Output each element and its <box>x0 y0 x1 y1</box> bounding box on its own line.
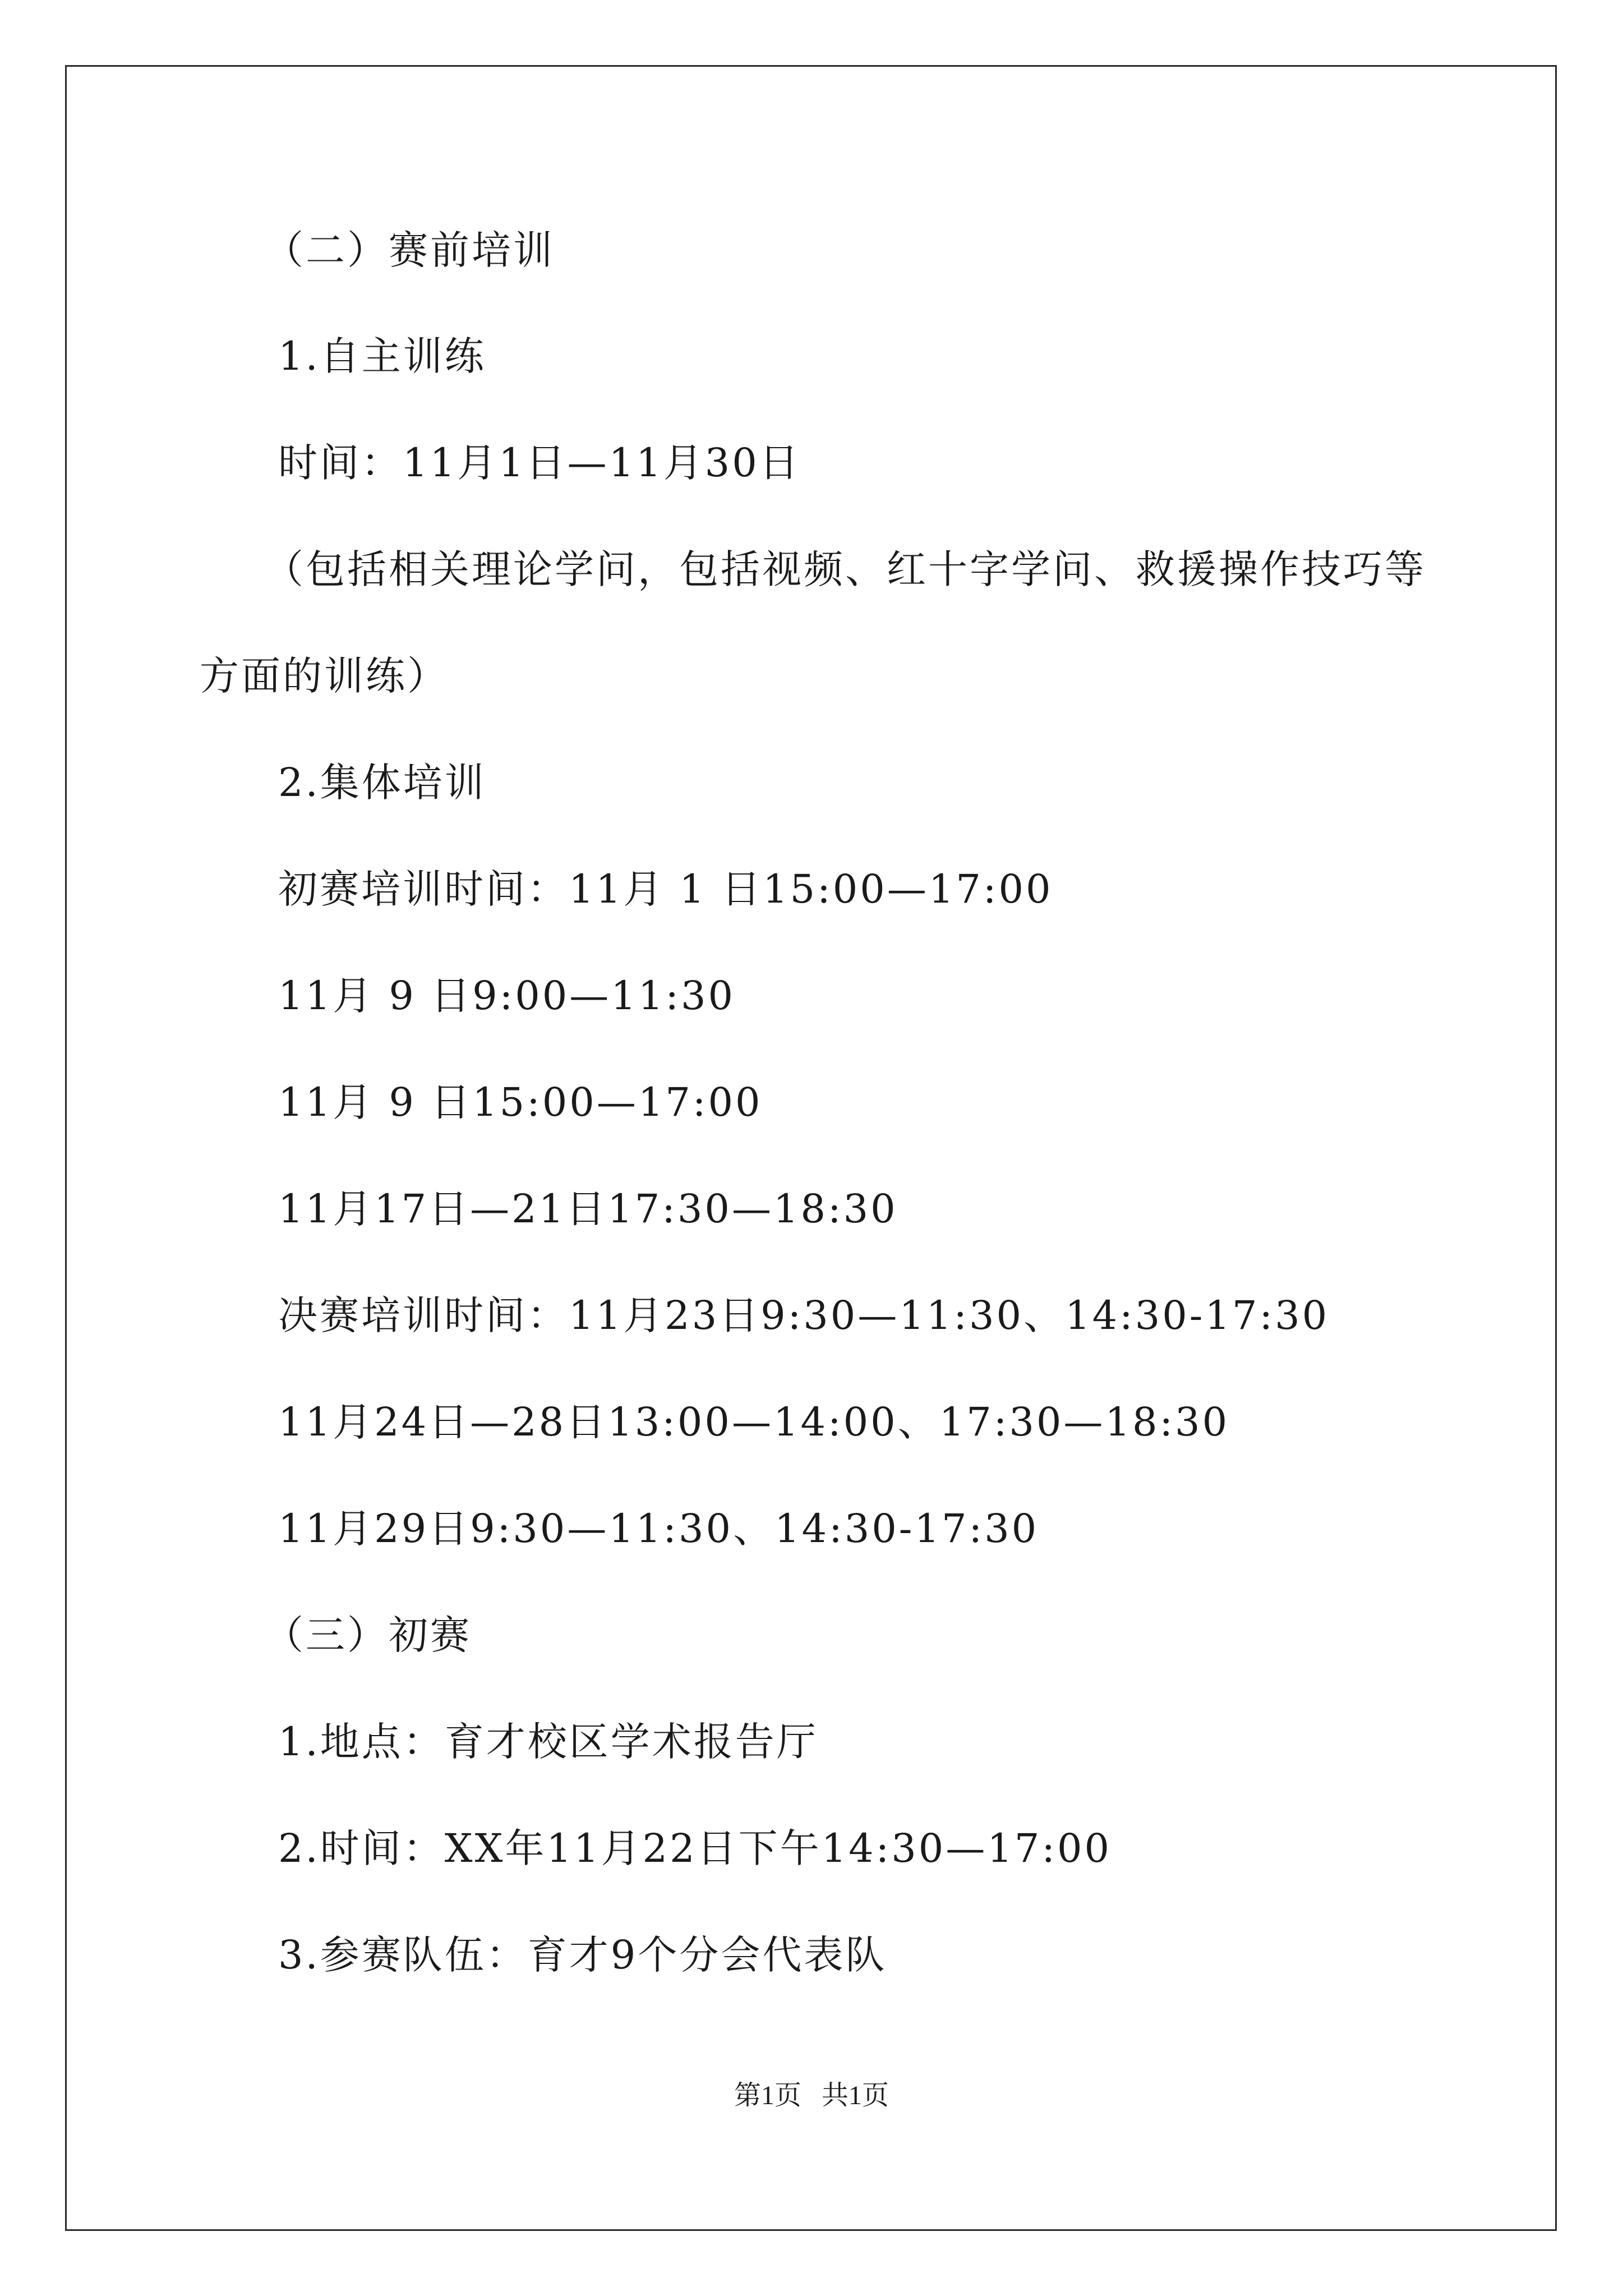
prelim-training-time: 初赛培训时间：11月 1 日15:00—17:00 <box>278 866 1053 912</box>
prelim-training-slot-2: 11月 9 日9:00—11:30 <box>278 973 736 1019</box>
self-training-note-line-2: 方面的训练） <box>200 653 449 699</box>
subheading-group-training: 2.集体培训 <box>278 760 486 806</box>
preliminary-teams: 3.参赛队伍：育才9个分会代表队 <box>278 1932 887 1978</box>
self-training-note-line-1: （包括相关理论学问，包括视频、红十字学问、救援操作技巧等 <box>264 546 1426 592</box>
preliminary-time: 2.时间：XX年11月22日下午14:30—17:00 <box>278 1825 1112 1871</box>
page-footer: 第1页 共1页 <box>734 2081 889 2110</box>
final-training-time: 决赛培训时间：11月23日9:30—11:30、14:30-17:30 <box>278 1292 1330 1338</box>
preliminary-location: 1.地点：育才校区学术报告厅 <box>278 1719 818 1765</box>
subheading-self-training: 1.自主训练 <box>278 333 486 379</box>
self-training-time: 时间：11月1日—11月30日 <box>278 440 801 486</box>
final-training-slot-2: 11月24日—28日13:00—14:00、17:30—18:30 <box>278 1399 1230 1445</box>
prelim-training-slot-4: 11月17日—21日17:30—18:30 <box>278 1186 898 1232</box>
section-heading-pre-training: （二）赛前培训 <box>264 227 555 273</box>
page-border <box>65 65 1557 2231</box>
final-training-slot-3: 11月29日9:30—11:30、14:30-17:30 <box>278 1506 1039 1552</box>
prelim-training-slot-3: 11月 9 日15:00—17:00 <box>278 1079 763 1125</box>
section-heading-preliminary: （三）初赛 <box>264 1612 472 1658</box>
